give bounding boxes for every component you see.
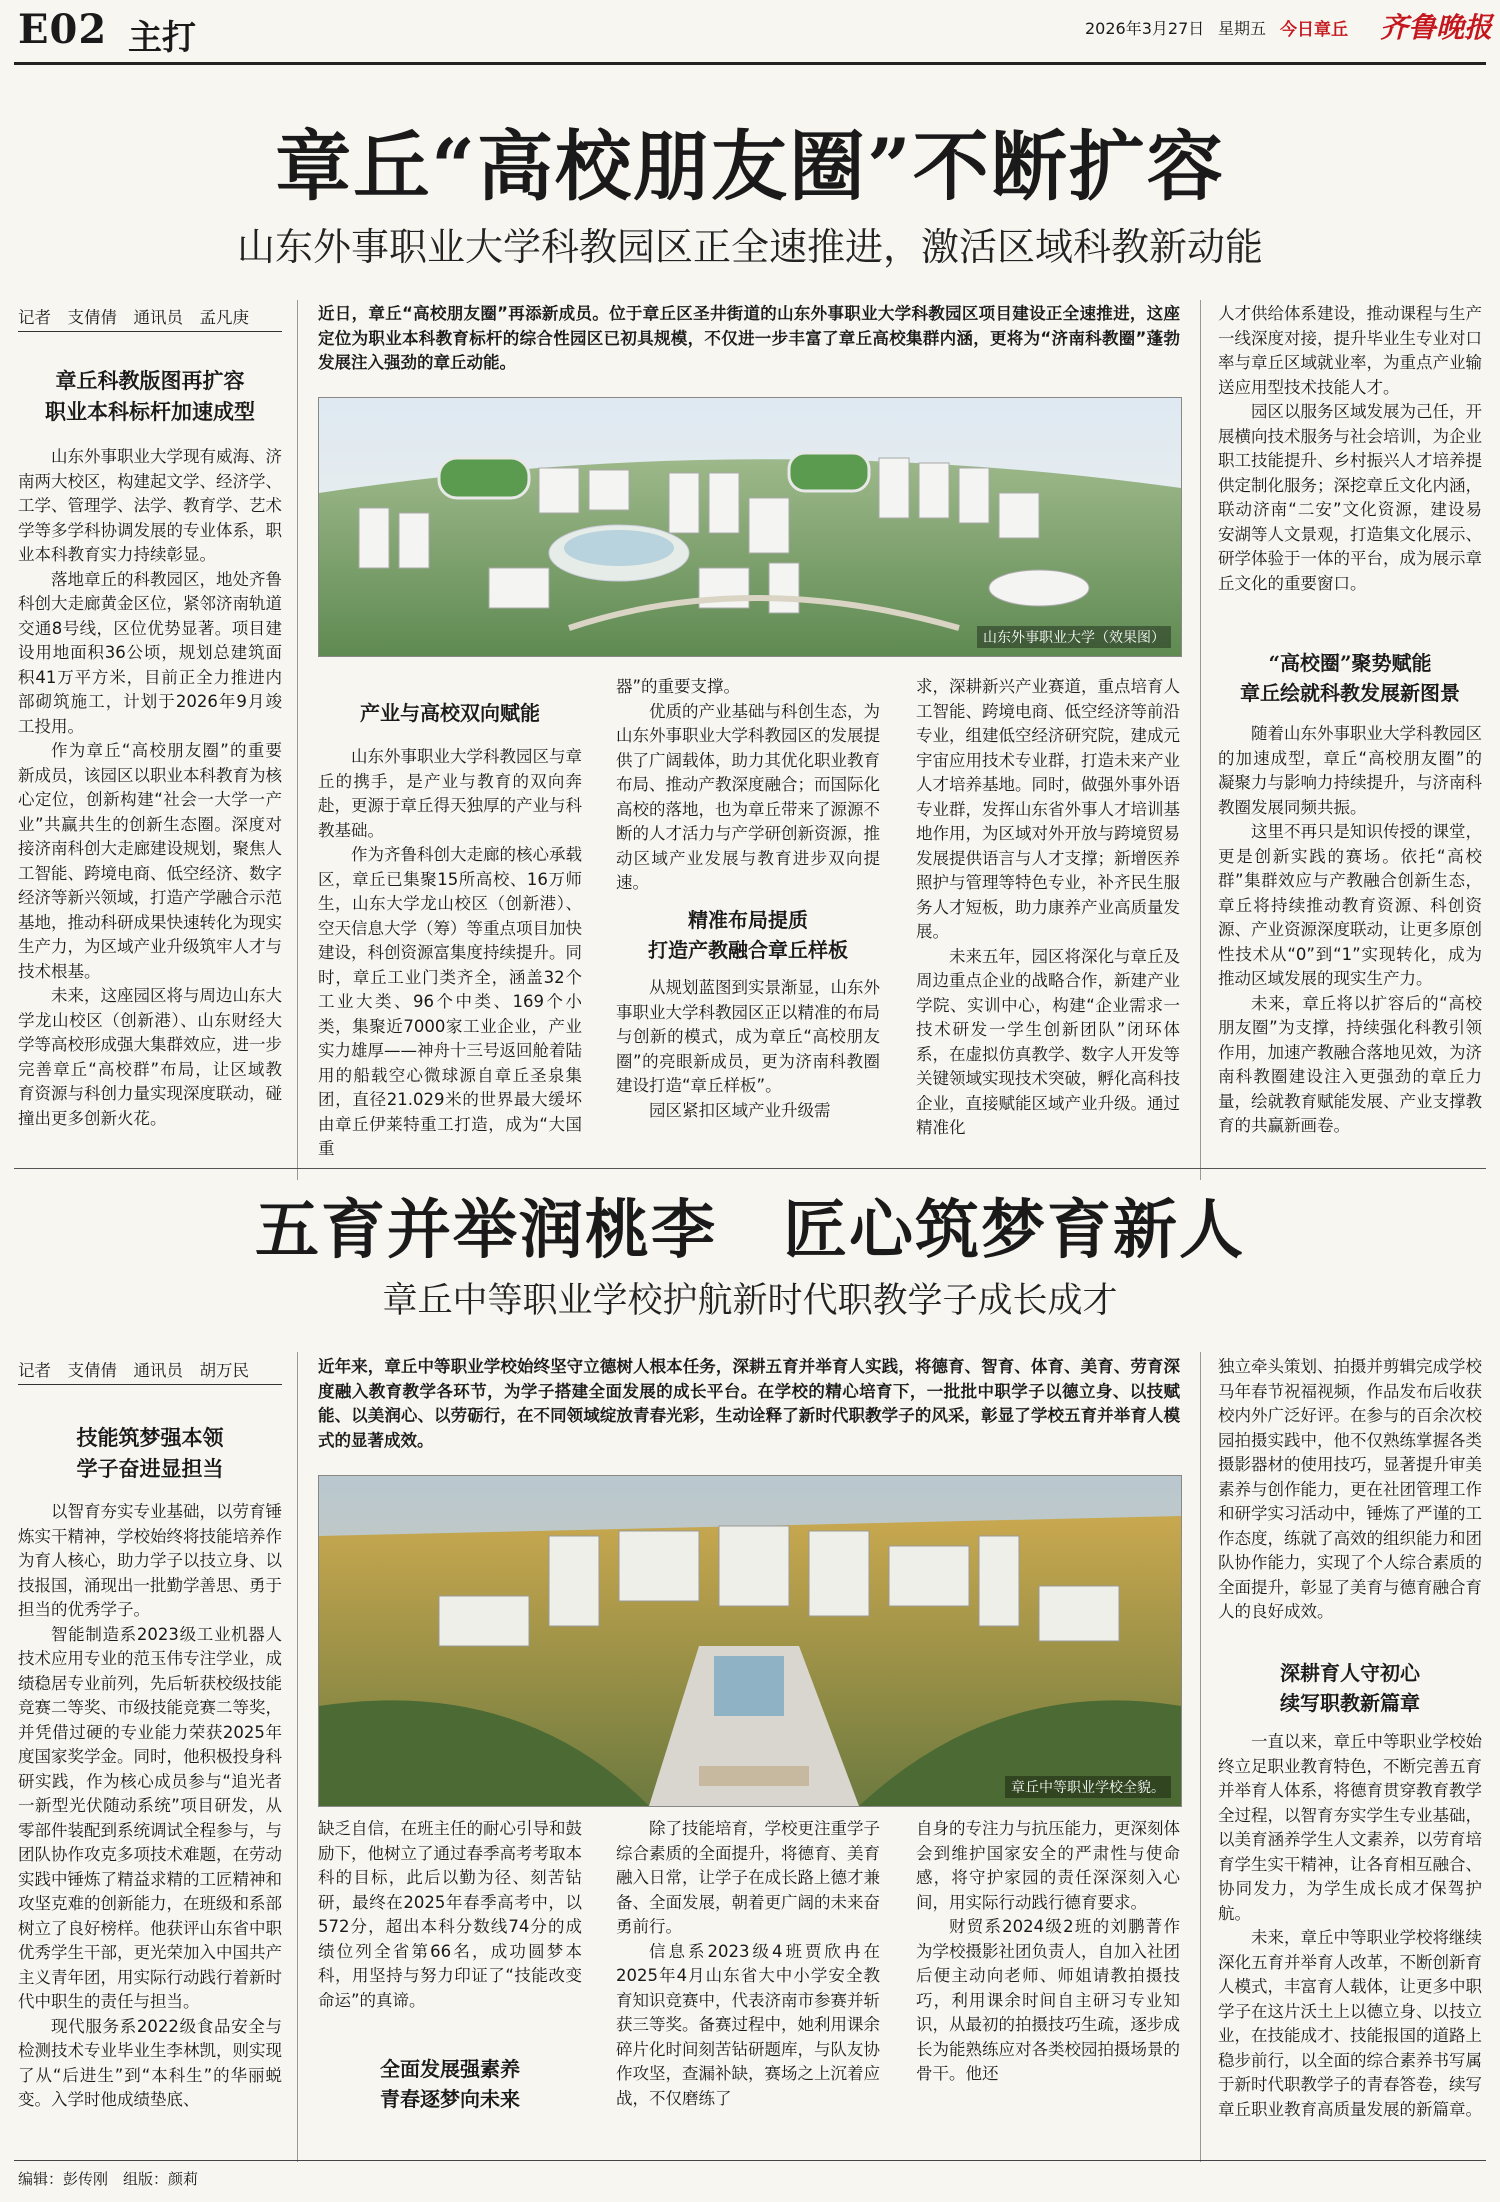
paragraph: 信息系2023级4班贾欣冉在2025年4月山东省大中小学安全教育知识竞赛中，代表济南市参赛并斩获三等奖。备赛过程中，她利用课余碎片化时间刻苦钻研题库，与队友协作攻坚，查漏补缺，赛场之上沉着应战，不仅磨练了: [616, 1941, 880, 2108]
paragraph: 除了技能培育，学校更注重学子综合素质的全面提升，将德育、美育融入日常，让学子在成长路上德才兼备、全面发展，朝着更广阔的未来奋勇前行。: [616, 1819, 880, 1936]
article2-col5-subhead: 深耕育人守初心 续写职教新篇章: [1280, 1661, 1420, 1715]
paragraph: 未来五年，园区将深化与章丘及周边重点企业的战略合作，新建产业学院、实训中心，构建“企业需求一技术研发一学生创新团队”闭环体系，在虚拟仿真教学、数字人开发等关键领域实现技术突破，孵化高科技企业，直接赋能区域产业升级。通过精准化: [916, 946, 1180, 1137]
paragraph: 器”的重要支撑。: [616, 677, 741, 696]
column-divider: [297, 300, 298, 1180]
edition-name: 今日章丘: [1280, 20, 1348, 40]
footer-rule: [14, 2160, 1486, 2161]
article2-photo-caption: 章丘中等职业学校全貌。: [1005, 1776, 1171, 1798]
article1-col3-text: [616, 675, 880, 896]
paragraph: 优质的产业基础与科创生态，为山东外事职业大学科教园区的发展提供了广阔载体，助力其优化职业教育布局、推动产教深度融合；而国际化高校的落地，也为章丘带来了源源不断的人才活力与产学研创新资源，推动区域产业发展与教育进步双向提速。: [616, 701, 880, 892]
paragraph: 这里不再只是知识传授的课堂，更是创新实践的赛场。依托“高校群”集群效应与产教融合创新生态，章丘将持续推动教育资源、科创资源、产业资源深度联动，让更多原创性技术从“0”到“1”实现转化，成为推动区域发展的现实生产力。: [1218, 822, 1482, 988]
brand-logo: 齐鲁晚报: [1380, 11, 1493, 44]
article2-col4-text: [916, 1817, 1180, 2087]
article2-col2-text: [318, 1817, 582, 2013]
article1-col5-subhead: “高校圈”聚势赋能 章丘绘就科教发展新图景: [1240, 651, 1460, 705]
article1-subheadline: 山东外事职业大学科教园区正全速推进，激活区域科教新动能: [236, 225, 1263, 269]
column-divider: [297, 1352, 298, 2162]
paragraph: 智能制造系2023级工业机器人技术应用专业的范玉伟专注学业，成绩稳居专业前列，先后斩获校级技能竞赛二等奖、市级技能竞赛二等奖，并凭借过硬的专业能力荣获2025年度国家奖学金。同时，他积极投身科研实践，作为核心成员参与“追光者一新型光伏随动系统”项目研发，从零部件装配到系统调试全程参与，与团队协作攻克多项技术难题，在劳动实践中锤炼了精益求精的工匠精神和攻坚克难的创新能力，在班级和系部树立了良好榜样。他获评山东省中职优秀学生干部，更光荣加入中国共产主义青年团，用实际行动践行着新时代中职生的责任与担当。: [18, 1624, 282, 2011]
article-separator: [14, 1168, 1486, 1169]
article2-col5-text2: [1218, 1730, 1482, 2122]
article2-subheadline: 章丘中等职业学校护航新时代职教学子成长成才: [382, 1281, 1118, 1321]
paragraph: 未来，章丘中等职业学校将继续深化五育并举育人改革，不断创新育人模式，丰富育人载体，让更多中职学子在这片沃土上以德立身、以技立业，在技能成才、技能报国的道路上稳步前行，以全面的综合素养书写属于新时代职教学子的青春答卷，续写章丘职业教育高质量发展的新篇章。: [1218, 1928, 1482, 2119]
paragraph: 未来，章丘将以扩容后的“高校朋友圈”为支撑，持续强化科教引领作用，加速产教融合落地见效，为济南科教圈建设注入更强劲的章丘力量，绘就教育赋能发展、产业支撑教育的共赢新画卷。: [1218, 993, 1482, 1135]
paragraph: 山东外事职业大学现有威海、济南两大校区，构建起文学、经济学、工学、管理学、法学、教育学、艺术学等多学科协调发展的专业体系，职业本科教育实力持续彰显。: [18, 447, 282, 564]
article1-col2-subhead: 产业与高校双向赋能: [360, 701, 540, 725]
paragraph: 从规划蓝图到实景渐显，山东外事职业大学科教园区正以精准的布局与创新的模式，成为章丘“高校朋友圈”的亮眼新成员，更为济南科教圈建设打造“章丘样板”。: [616, 978, 880, 1095]
issue-date: 2026年3月27日: [1085, 19, 1205, 38]
article1-col5-text2: [1218, 722, 1482, 1139]
column-divider: [1200, 300, 1201, 1180]
paragraph: 以智育夯实专业基础，以劳育锤炼实干精神，学校始终将技能培养作为育人核心，助力学子以技立身、以技报国，涌现出一批勤学善思、勇于担当的优秀学子。: [18, 1502, 282, 1619]
article1-col4-text: [916, 675, 1180, 1141]
article1-photo-caption: 山东外事职业大学（效果图）: [977, 626, 1171, 648]
article2-col3-text: [616, 1817, 880, 2111]
paragraph: 独立牵头策划、拍摄并剪辑完成学校马年春节祝福视频，作品发布后收获校内外广泛好评。在参与的百余次校园拍摄实践中，他不仅熟练掌握各类摄影器材的使用技巧，显著提升审美素养与创作能力，更在社团管理工作和研学实习活动中，锤炼了严谨的工作态度，练就了高效的组织能力和团队协作能力，实现了个人综合素质的全面提升，彰显了美育与德育融合育人的良好成效。: [1218, 1357, 1482, 1621]
paragraph: 作为章丘“高校朋友圈”的重要新成员，该园区以职业本科教育为核心定位，创新构建“社会一大学一产业”共赢共生的创新生态圈。深度对接济南科创大走廊建设规划，聚焦人工智能、跨境电商、低空经济、数字经济等新兴领域，打造产学融合示范基地，推动科研成果快速转化为现实生产力，为区域产业升级筑牢人才与技术根基。: [18, 741, 282, 981]
article1-col3-text2: [616, 976, 880, 1123]
footer-credits: 编辑：彭传刚 组版：颜莉: [18, 2170, 199, 2188]
byline-rule: [18, 331, 282, 332]
paragraph: 人才供给体系建设，推动课程与生产一线深度对接，提升毕业生专业对口率与章丘区域就业率，为重点产业输送应用型技术技能人才。: [1218, 304, 1482, 397]
paragraph: 财贸系2024级2班的刘鹏菁作为学校摄影社团负责人，自加入社团后便主动向老师、师姐请教拍摄技巧，利用课余时间自主研习专业知识，从最初的拍摄技巧生疏，逐步成长为能熟练应对各类校园拍摄场景的骨干。他还: [916, 1917, 1180, 2083]
paragraph: 山东外事职业大学科教园区与章丘的携手，是产业与教育的双向奔赴，更源于章丘得天独厚的产业与科教基础。: [318, 747, 582, 840]
section-name: 主打: [128, 18, 196, 58]
paragraph: 园区以服务区域发展为己任，开展横向技术服务与社会培训，为企业职工技能提升、乡村振兴人才培养提供定制化服务；深挖章丘文化内涵，联动济南“二安”文化资源，建设易安湖等人文景观，打造集文化展示、研学体验于一体的平台，成为展示章丘文化的重要窗口。: [1218, 402, 1482, 593]
paragraph: 园区紧扣区域产业升级需: [649, 1100, 831, 1120]
paragraph: 一直以来，章丘中等职业学校始终立足职业教育特色，不断完善五育并举育人体系，将德育贯穿教育教学全过程，以智育夯实学生专业基础，以美育涵养学生人文素养，以劳育培育学生实干精神，让各育相互融合、协同发力，为学生成长成才保驾护航。: [1218, 1732, 1482, 1923]
article1-col3-subhead: 精准布局提质 打造产教融合章丘样板: [648, 908, 848, 962]
paragraph: 求，深耕新兴产业赛道，重点培育人工智能、跨境电商、低空经济等前沿专业，组建低空经济研究院，建成元宇宙应用技术专业群，打造未来产业人才培养基地。同时，做强外事外语专业群，发挥山东省外事人才培训基地作用，为区域对外开放与跨境贸易发展提供语言与人才支撑；新增医养照护与管理等特色专业，补齐民生服务人才短板，助力康养产业高质量发展。: [916, 677, 1180, 941]
article1-col2-text: [318, 745, 582, 1162]
issue-weekday: 星期五: [1218, 19, 1267, 38]
article1-col1-subhead: 章丘科教版图再扩容 职业本科标杆加速成型: [45, 368, 255, 424]
article1-photo: [318, 397, 1182, 657]
column-divider: [1200, 1352, 1201, 2162]
article1-col5-text: [1218, 302, 1482, 596]
page-code: E02: [18, 6, 108, 53]
byline-rule: [18, 1384, 282, 1385]
paragraph: 现代服务系2022级食品安全与检测技术专业毕业生李林凯，则实现了从“后进生”到“本科生”的华丽蜕变。入学时他成绩垫底、: [18, 2016, 282, 2109]
paragraph: 落地章丘的科教园区，地处齐鲁科创大走廊黄金区位，紧邻济南轨道交通8号线，区位优势显著。项目建设用地面积36公顷，规划总建筑面积41万平方米，目前正全力推进内部砌筑施工，计划于2026年9月竣工投用。: [18, 569, 282, 736]
paragraph: 缺乏自信，在班主任的耐心引导和鼓励下，他树立了通过春季高考考取本科的目标，此后以勤为径、刻苦钻研，最终在2025年春季高考中，以572分，超出本科分数线74分的成绩位列全省第66名，成功圆梦本科，用坚持与努力印证了“技能改变命运”的真谛。: [318, 1819, 582, 2010]
campus-rendering-image: [319, 398, 1181, 656]
article1-col1-text: [18, 445, 282, 1131]
article1-byline: 记者 支倩倩 通讯员 孟凡庚: [18, 308, 249, 327]
paragraph: 自身的专注力与抗压能力，更深刻体会到维护国家安全的严肃性与使命感，将守护家园的责任深深刻入心间，用实际行动践行德育要求。: [916, 1819, 1180, 1912]
article1-lead: 近日，章丘“高校朋友圈”再添新成员。位于章丘区圣井街道的山东外事职业大学科教园区项目建设正全速推进，这座定位为职业本科教育标杆的综合性园区已初具规模，不仅进一步丰富了章丘高校集群内涵，更将为“济南科教圈”蓬勃发展注入强劲的章丘动能。: [318, 304, 1180, 372]
article2-headline: 五育并举润桃李 匠心筑梦育新人: [255, 1193, 1245, 1268]
paragraph: 未来，这座园区将与周边山东大学龙山校区（创新港）、山东财经大学等高校形成强大集群效应，进一步完善章丘“高校群”布局，让区域教育资源与科创力量实现深度联动，碰撞出更多创新火花。: [18, 986, 282, 1128]
paragraph: 作为齐鲁科创大走廊的核心承载区，章丘已集聚15所高校、16万师生，山东大学龙山校区（创新港）、空天信息大学（筹）等重点项目加快建设，科创资源富集度持续提升。同时，章丘工业门类齐全，涵盖32个工业大类、96个中类、169个小类，集聚近7000家工业企业，产业实力雄厚——神舟十三号返回舱着陆用的船载空心微球源自章丘圣泉集团，直径21.029米的世界最大缓坏由章丘伊莱特重工打造，成为“大国重: [318, 845, 582, 1158]
article2-col5-text: [1218, 1355, 1482, 1625]
article1-headline: 章丘“高校朋友圈”不断扩容: [275, 122, 1225, 211]
school-aerial-image: [319, 1476, 1181, 1806]
header-rule: [14, 62, 1486, 65]
article2-photo: [318, 1475, 1182, 1807]
article2-lead: 近年来，章丘中等职业学校始终坚守立德树人根本任务，深耕五育并举育人实践，将德育、智育、体育、美育、劳育深度融入教育教学各环节，为学子搭建全面发展的成长平台。在学校的精心培育下，一批批中职学子以德立身、以技赋能、以美润心、以劳砺行，在不同领域绽放青春光彩，生动诠释了新时代职教学子的风采，彰显了学校五育并举育人模式的显著成效。: [318, 1357, 1180, 1450]
article2-byline: 记者 支倩倩 通讯员 胡万民: [18, 1361, 249, 1380]
paragraph: 随着山东外事职业大学科教园区的加速成型，章丘“高校朋友圈”的凝聚力与影响力持续提升，与济南科教圈发展同频共振。: [1218, 724, 1482, 817]
article2-col2-subhead: 全面发展强素养 青春逐梦向未来: [380, 2057, 520, 2111]
article2-col1-subhead: 技能筑梦强本领 学子奋进显担当: [76, 1425, 224, 1481]
article2-col1-text: [18, 1500, 282, 2113]
